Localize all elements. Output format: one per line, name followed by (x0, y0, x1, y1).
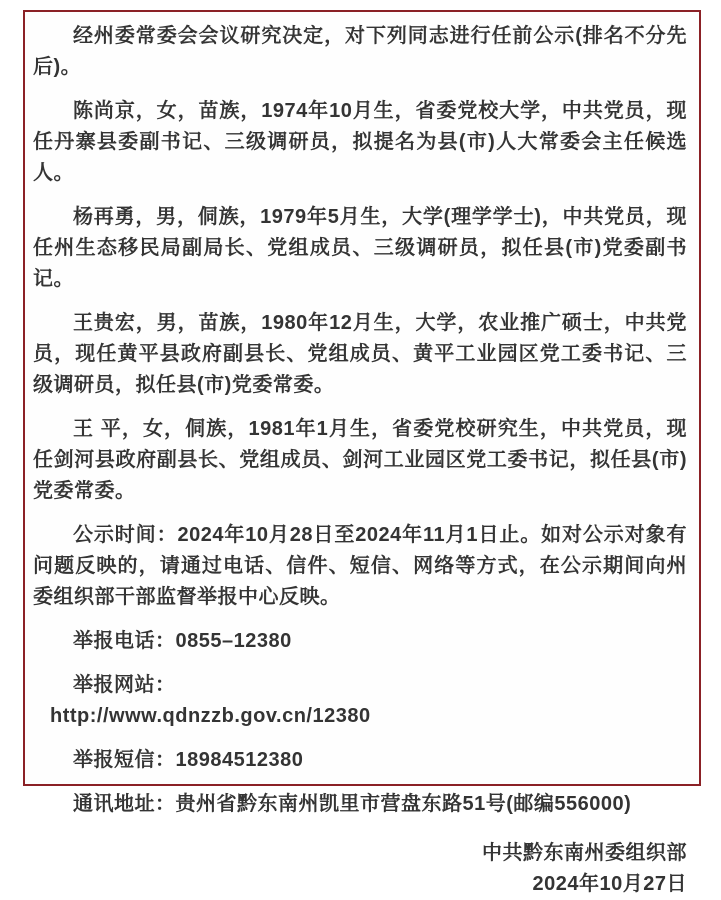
mailing-address-value: 贵州省黔东南州凯里市营盘东路51号(邮编556000) (175, 793, 632, 815)
signature-date: 2024年10月27日 (532, 873, 687, 895)
report-phone-label: 举报电话： (73, 630, 176, 652)
document-border-frame (23, 10, 701, 895)
signature-organization: 中共黔东南州委组织部 (482, 842, 687, 864)
signature-block (33, 838, 687, 900)
mailing-address-label: 通讯地址： (73, 793, 176, 815)
report-website-label: 举报网站： (73, 674, 176, 696)
report-sms-number: 18984512380 (175, 749, 304, 771)
report-sms-line (33, 745, 687, 776)
report-website-line (33, 670, 687, 732)
report-sms-label: 举报短信： (73, 749, 176, 771)
public-notice-period-paragraph: 公示时间：2024年10月28日至2024年11月1日止。如对公示对象有问题反映的，请通过电话、信件、短信、网络等方式，在公示期间向州委组织部干部监督举报中心反映。 (33, 524, 687, 608)
candidate-paragraph-chen-shangjing: 陈尚京，女，苗族，1974年10月生，省委党校大学，中共党员，现任丹寨县委副书记、三级调研员，拟提名为县(市)人大常委会主任候选人。 (33, 100, 687, 184)
mailing-address-line (33, 789, 687, 820)
intro-paragraph: 经州委常委会会议研究决定，对下列同志进行任前公示(排名不分先后)。 (33, 25, 687, 78)
report-website-url: http://www.qdnzzb.gov.cn/12380 (50, 705, 371, 727)
report-phone-line (33, 626, 687, 657)
announcement-body (25, 12, 699, 900)
candidate-paragraph-wang-guihong: 王贵宏，男，苗族，1980年12月生，大学，农业推广硕士，中共党员，现任黄平县政府副县长、党组成员、黄平工业园区党工委书记、三级调研员，拟任县(市)党委常委。 (33, 312, 687, 396)
candidate-paragraph-wang-ping: 王 平，女，侗族，1981年1月生，省委党校研究生，中共党员，现任剑河县政府副县长、党组成员、剑河工业园区党工委书记，拟任县(市)党委常委。 (33, 418, 687, 502)
report-phone-number: 0855–12380 (175, 630, 292, 652)
candidate-paragraph-yang-zaiyong: 杨再勇，男，侗族，1979年5月生，大学(理学学士)，中共党员，现任州生态移民局副局长、党组成员、三级调研员，拟任县(市)党委副书记。 (33, 206, 687, 290)
